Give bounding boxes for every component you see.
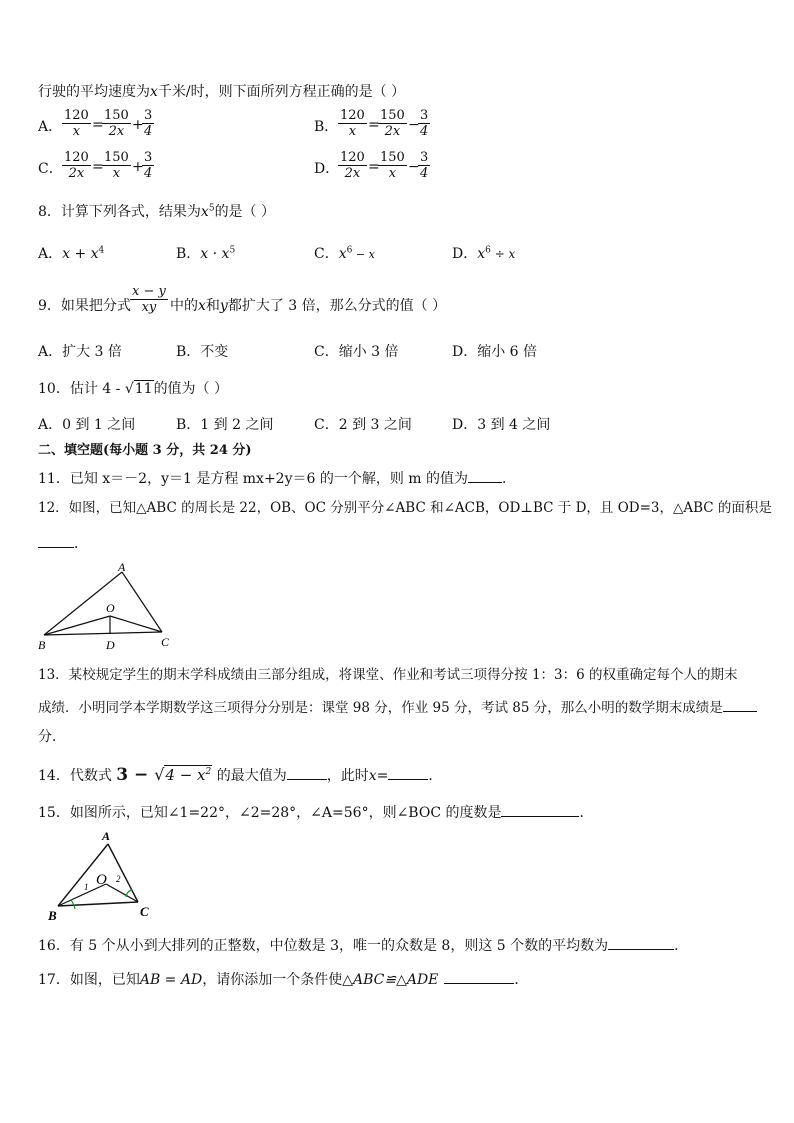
q15-answer-blank[interactable] — [501, 802, 579, 817]
q7-a-label: A． — [38, 119, 63, 135]
q11-answer-blank[interactable] — [468, 468, 502, 483]
q7-c-op1: = — [92, 159, 104, 175]
q15-label-o: O — [96, 872, 107, 888]
q13-stem-line2: 成绩．小明同学本学期数学这三项得分分别是：课堂 98 分，作业 95 分，考试 85 分，那么小明的数学期末成绩是 — [38, 697, 757, 717]
q7-a-frac2: $\frac{150}{2x}$ — [104, 108, 129, 139]
q17-stem: 17．如图，已知AB = AD，请你添加一个条件使△ABC≌△ADE ． — [38, 969, 528, 989]
q10-stem: 10．估计 4 - √11的值为（ ） — [38, 381, 229, 397]
q10-option-c[interactable]: C．2 到 3 之间 — [314, 417, 412, 433]
q7-d-frac1: $\frac{120}{2x}$ — [340, 150, 365, 181]
q12-label-o: O — [106, 601, 115, 615]
q7-b-op1: = — [368, 117, 380, 133]
q7-d-frac2: $\frac{150}{x}$ — [380, 150, 405, 181]
q7-d-frac3: $\frac{3}{4}$ — [420, 150, 429, 181]
q8-option-c[interactable]: C．$x^6 - x$ — [314, 245, 375, 262]
q7-b-label: B． — [314, 119, 339, 135]
q9-option-b[interactable]: B．不变 — [176, 344, 229, 360]
q7-tail-post: 千米/时，则下面所列方程正确的是（ ） — [157, 84, 406, 100]
q12-label-a: A — [118, 560, 126, 574]
q8-option-b[interactable]: B．$x \cdot x^5$ — [176, 245, 236, 262]
q12-segment-oc — [110, 616, 162, 632]
q9-option-d[interactable]: D．缩小 6 倍 — [452, 344, 538, 360]
q7-a-op2: + — [132, 117, 144, 133]
q16-answer-blank[interactable] — [608, 935, 674, 950]
q17-answer-blank[interactable] — [444, 969, 514, 984]
q7-b-op2: − — [408, 117, 420, 133]
q9-stem-post: 中的x和y都扩大了 3 倍，那么分式的值（ ） — [170, 298, 447, 314]
q12-side-ac — [122, 572, 162, 632]
q7-b-frac3: $\frac{3}{4}$ — [420, 108, 429, 139]
q8-stem: 8．计算下列各式，结果为$x^5$的是（ ） — [38, 203, 276, 220]
q7-tail — [38, 83, 405, 101]
q7-a-frac1: $\frac{120}{x}$ — [64, 108, 89, 139]
q12-stem-line2: ． — [38, 533, 88, 553]
q7-var: x — [150, 84, 158, 100]
q9-option-a[interactable]: A．扩大 3 倍 — [38, 344, 122, 360]
q14-stem: 14．代数式 $3 - √4 - x^2$ 的最大值为 ，此时x= ． — [38, 765, 443, 785]
q7-d-op1: = — [368, 159, 380, 175]
q7-c-frac1: $\frac{120}{2x}$ — [64, 150, 89, 181]
q7-c-frac3: $\frac{3}{4}$ — [144, 150, 153, 181]
q8-option-d[interactable]: D．$x^6 \div x$ — [452, 245, 516, 262]
q7-a-frac3: $\frac{3}{4}$ — [144, 108, 153, 139]
q9-fraction: $\frac{x - y}{xy}$ — [132, 284, 166, 315]
q9-option-c[interactable]: C．缩小 3 倍 — [314, 344, 399, 360]
q12-stem: 12．如图，已知△ABC 的周长是 22，OB、OC 分别平分∠ABC 和∠ACB，OD⊥BC 于 D，且 OD=3，△ABC 的面积是 — [38, 500, 772, 516]
q7-c-label: C． — [38, 161, 63, 177]
q15-label-a: A — [102, 829, 111, 843]
q15-label-b: B — [48, 908, 57, 923]
q12-side-bc — [44, 632, 162, 635]
q7-b-frac2: $\frac{150}{2x}$ — [380, 108, 405, 139]
q14-answer-blank-x[interactable] — [388, 765, 428, 780]
q7-b-frac1: $\frac{120}{x}$ — [340, 108, 365, 139]
q15-side-bc — [58, 902, 138, 906]
q12-segment-ob — [44, 616, 110, 635]
q15-triangle-figure — [44, 824, 156, 924]
q16-stem: 16．有 5 个从小到大排列的正整数，中位数是 3，唯一的众数是 8，则这 5 个数的平均数为 ． — [38, 935, 688, 955]
q15-label-c: C — [140, 904, 149, 919]
q13-answer-blank[interactable] — [723, 697, 757, 712]
q8-option-a[interactable]: A．$x + x^4$ — [38, 245, 105, 262]
q13-stem-line3: 分． — [38, 729, 66, 745]
q7-a-op1: = — [92, 117, 104, 133]
q7-c-op2: + — [132, 159, 144, 175]
q15-label-2: 2 — [116, 874, 121, 884]
q12-answer-blank[interactable] — [38, 533, 74, 548]
q10-option-b[interactable]: B．1 到 2 之间 — [176, 417, 274, 433]
q15-label-1: 1 — [84, 882, 89, 892]
q7-tail-pre: 行驶的平均速度为 — [38, 84, 150, 100]
q7-d-op2: − — [408, 159, 420, 175]
sqrt-icon: √ — [154, 765, 165, 784]
q9-stem-pre: 9．如果把分式 — [38, 298, 131, 314]
q10-option-a[interactable]: A．0 到 1 之间 — [38, 417, 136, 433]
q12-label-c: C — [161, 635, 170, 649]
q7-d-label: D． — [314, 161, 340, 177]
q14-answer-blank-max[interactable] — [287, 765, 327, 780]
q10-option-d[interactable]: D．3 到 4 之间 — [452, 417, 551, 433]
sqrt-icon: √ — [124, 381, 134, 397]
section-heading: 二、填空题(每小题 3 分，共 24 分) — [38, 443, 252, 458]
q12-triangle-figure — [34, 560, 184, 654]
q12-label-b: B — [38, 638, 46, 652]
q13-stem-line1: 13．某校规定学生的期末学科成绩由三部分组成，将课堂、作业和考试三项得分按 1：3：6 的权重确定每个人的期末 — [38, 667, 738, 683]
q15-stem: 15．如图所示，已知∠1=22°，∠2=28°，∠A=56°，则∠BOC 的度数是 ． — [38, 802, 593, 822]
q7-c-frac2: $\frac{150}{x}$ — [104, 150, 129, 181]
q12-label-d: D — [106, 638, 115, 652]
q11-stem: 11．已知 x＝－2，y＝1 是方程 mx+2y＝6 的一个解，则 m 的值为 ． — [38, 468, 516, 488]
